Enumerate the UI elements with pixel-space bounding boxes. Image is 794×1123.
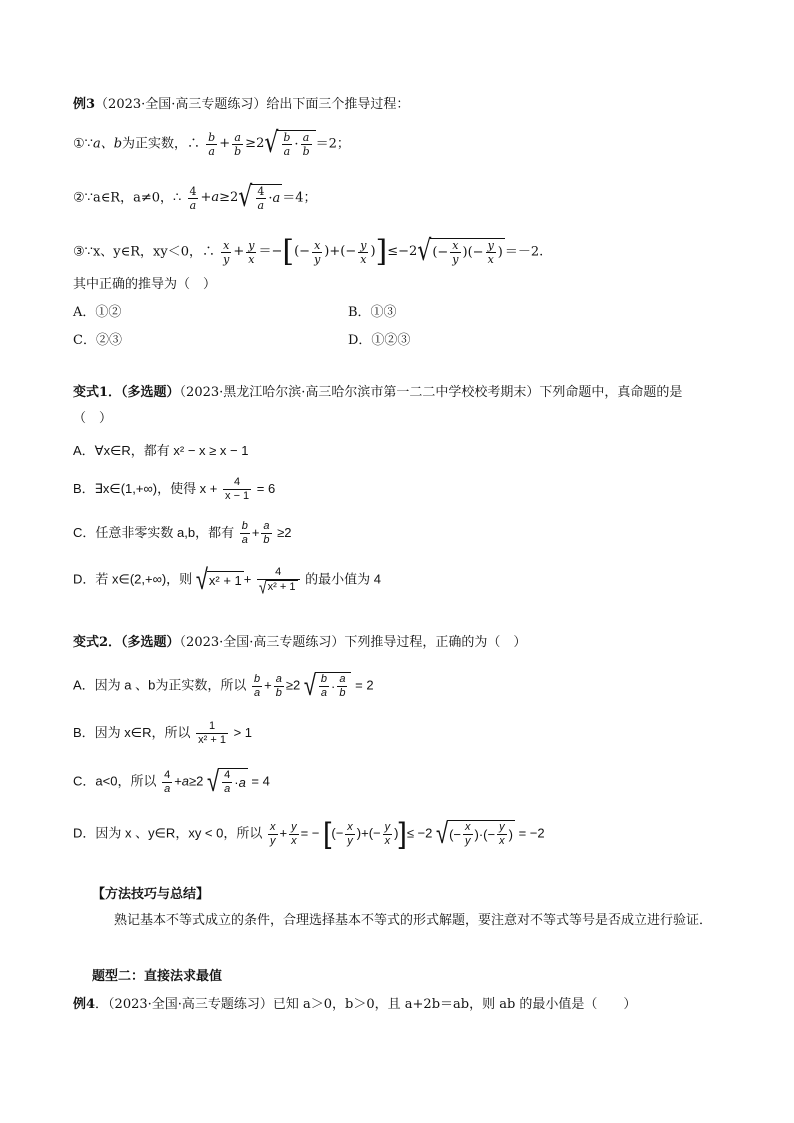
item2-tail: ＝4； [282, 190, 317, 206]
example3-label: 例3 [73, 97, 96, 112]
example3-option-b: B．①③ [348, 305, 397, 320]
item3-tail: ＝－2. [504, 244, 544, 260]
variant1-stem: 下列命题中，真命题的是 [539, 385, 683, 400]
variant2-option-c-pre: C．a<0，所以 [73, 773, 157, 789]
method-body: 熟记基本不等式成立的条件，合理选择基本不等式的形式解题，要注意对不等式等号是否成立进行验证． [114, 913, 713, 928]
variant1-paren: （ ） [73, 411, 113, 426]
variant2-option-b: B．因为 x∈R，所以 $\frac{1}{\text{x² + 1}}$ > 1 [73, 720, 253, 746]
item3-formula: $\frac{x}{y}$ + $\frac{y}{x}$ ＝− [ (− $\frac{x}{y}$ )+(− $\frac{y}{x}$ ) ] ≤−2 √ (− $\frac{x}{y}$ )(− $\frac{y}{x}$ ) [223, 234, 503, 269]
variant2-option-d: D．因为 x 、y∈R，xy < 0，所以 $\frac{x}{y}$ + $\frac{y}{x}$ = − [(− $\frac{x}{y}$ )+(− $\frac{y}{x}$ )]≤ −2 √ (− $\frac{x}{y}$ )·(− $\frac{y}{x}$ ) = −2 [73, 817, 545, 850]
example4-stem: 已知 a＞0，b＞0，且 a+2b＝ab，则 ab 的最小值是（ ） [272, 997, 637, 1012]
example3-option-c: C．②③ [73, 333, 122, 348]
item1-prefix: ①∵ [73, 136, 93, 152]
variant2-heading [73, 634, 526, 652]
example4-label: 例4 [73, 997, 96, 1012]
variant1-option-c-post: ≥2 [277, 524, 292, 540]
variant2-option-b-post: > 1 [233, 724, 253, 740]
item1-formula: $\frac{b}{a}$ + $\frac{a}{b}$ ≥2 √ $\frac{b}{a}$ · $\frac{a}{b}$ [204, 130, 315, 158]
example3-item3 [73, 234, 544, 269]
variant2-option-a: A．因为 a 、b为正实数，所以 $\frac{b}{a}$ + $\frac{a}{b}$ ≥2 √ $\frac{b}{a}$ · $\frac{a}{b}$ = 2 [73, 669, 374, 702]
example3-option-a: A．①② [73, 305, 122, 320]
variant1-option-a: A．∀x∈R，都有 x² − x ≥ x − 1 [73, 443, 249, 458]
variant1-option-b: B．∃x∈(1,+∞)，使得 x + $\frac{4}{x - 1}$ = 6 [73, 476, 276, 502]
variant1-option-d-post: 的最小值为 4 [305, 571, 381, 587]
variant2-option-a-post: = 2 [355, 677, 374, 693]
variant2-source: （2023·全国·高三专题练习） [179, 635, 345, 650]
example3-question: 其中正确的推导为（ ） [73, 277, 217, 292]
item2-formula: $\frac{4}{a}$ + a ≥2 √ $\frac{4}{a}$ · a [189, 181, 281, 214]
example4-source: ．（2023·全国·高三专题练习） [95, 997, 273, 1012]
item1-tail: ＝2； [315, 136, 350, 152]
variant2-option-a-pre: A．因为 a 、b为正实数，所以 [73, 677, 247, 693]
item3-cond: x、y∈R，xy＜0，∴ [92, 244, 215, 260]
variant1-option-b-pre: B．∃x∈(1,+∞)，使得 x + [73, 480, 218, 496]
example3-heading [73, 96, 409, 114]
example3-stem: 给出下面三个推导过程： [266, 97, 410, 112]
variant1-option-d-pre: D．若 x∈(2,+∞)，则 [73, 571, 193, 587]
variant2-option-c-post: = 4 [251, 773, 270, 789]
variant1-option-c: C．任意非零实数 a,b，都有 $\frac{b}{a}$ + $\frac{a}{b}$ ≥2 [73, 520, 292, 546]
item1-vars: a、b [92, 136, 123, 152]
method-title: 【方法技巧与总结】 [92, 887, 210, 902]
variant2-option-d-post: = −2 [518, 825, 545, 841]
example3-source: （2023·全国·高三专题练习） [95, 97, 267, 112]
variant2-option-d-pre: D．因为 x 、y∈R，xy < 0，所以 [73, 825, 263, 841]
type2-title: 题型二：直接法求最值 [92, 969, 223, 984]
variant1-heading [73, 384, 682, 402]
item1-text: 为正实数，∴ [122, 136, 201, 152]
variant1-source: （2023·黑龙江哈尔滨·高三哈尔滨市第一二二中学校校考期末） [179, 385, 540, 400]
variant1-label: 变式1．（多选题） [73, 385, 180, 400]
example4-heading [73, 996, 636, 1014]
example3-option-d: D．①②③ [348, 333, 411, 348]
example3-item2 [73, 181, 317, 214]
example3-item1 [73, 127, 350, 160]
item2-prefix: ②∵ [73, 190, 93, 206]
variant2-stem: 下列推导过程，正确的为（ ） [344, 635, 527, 650]
item3-prefix: ③∵ [73, 244, 93, 260]
variant1-option-b-post: = 6 [256, 480, 276, 496]
variant1-option-c-pre: C．任意非零实数 a,b，都有 [73, 524, 235, 540]
variant2-option-b-pre: B．因为 x∈R，所以 [73, 724, 191, 740]
variant1-option-d: D．若 x∈(2,+∞)，则 √ x² + 1 + 4 √ x² + 1 的最小值为 4 [73, 563, 381, 598]
variant2-label: 变式2．（多选题） [73, 635, 180, 650]
variant2-option-c: C．a<0，所以 $\frac{4}{a}$ +a≥2 √ $\frac{4}{a}$ · a = 4 [73, 765, 270, 798]
item2-cond: a∈R，a≠0，∴ [92, 190, 182, 206]
